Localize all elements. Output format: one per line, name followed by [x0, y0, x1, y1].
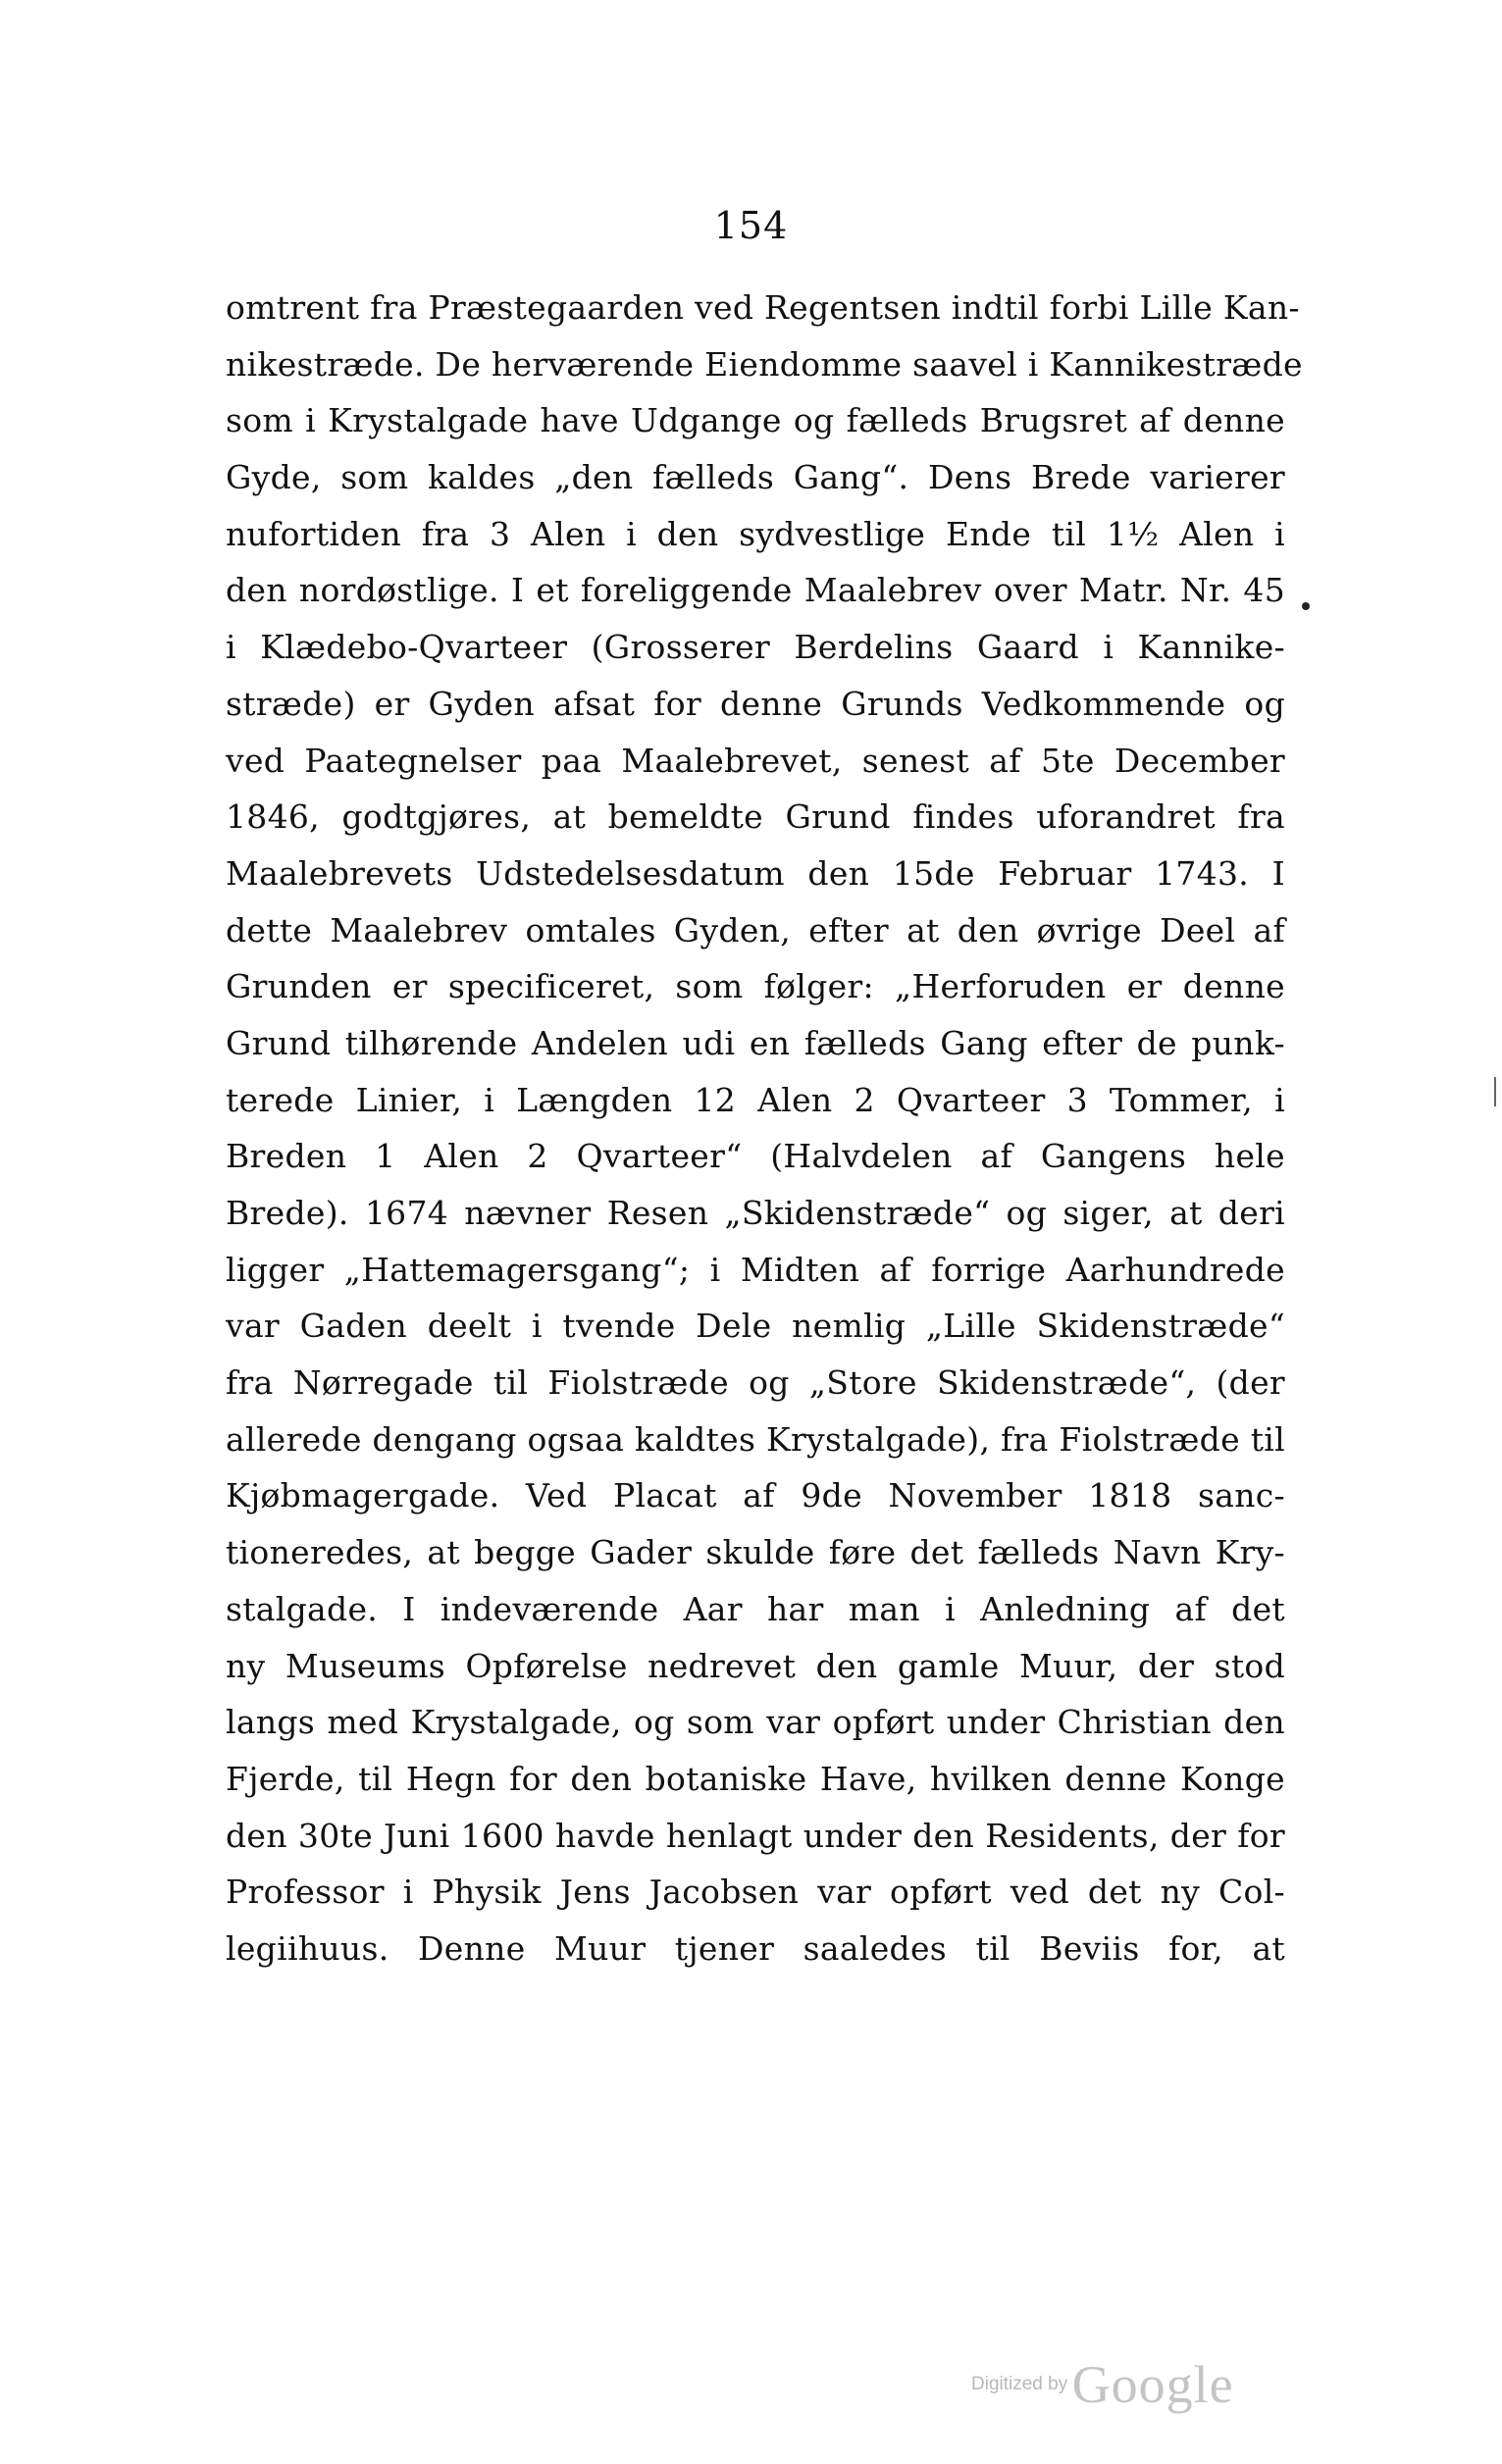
text-line: stræde) er Gyden afsat for denne Grunds Vedkommende og — [226, 684, 1285, 723]
text-line: nikestræde. De herværende Eiendomme saavel i Kannikestræde — [226, 344, 1303, 384]
body-text — [226, 280, 1303, 1977]
text-line: 1846, godtgjøres, at bemeldte Grund findes uforandret fra — [226, 797, 1285, 837]
text-line: Grunden er specificeret, som følger: „Herforuden er denne — [226, 967, 1285, 1006]
text-line: Gyde, som kaldes „den fælleds Gang“. Dens Brede varierer — [226, 458, 1285, 497]
text-line: Breden 1 Alen 2 Qvarteer“ (Halvdelen af Gangens hele — [226, 1137, 1285, 1176]
text-line: dette Maalebrev omtales Gyden, efter at den øvrige Deel af — [226, 910, 1285, 950]
text-line: tioneredes, at begge Gader skulde føre det fælleds Navn Kry- — [226, 1533, 1285, 1572]
text-line: langs med Krystalgade, og som var opført under Christian den — [226, 1703, 1285, 1742]
watermark-prefix: Digitized by — [971, 2374, 1068, 2394]
text-line: stalgade. I indeværende Aar har man i Anledning af det — [226, 1589, 1285, 1628]
text-line: ved Paategnelser paa Maalebrevet, senest af 5te December — [226, 741, 1285, 780]
text-line: Kjøbmagergade. Ved Placat af 9de November 1818 sanc- — [226, 1476, 1285, 1515]
text-line: den 30te Juni 1600 havde henlagt under den Residents, der for — [226, 1816, 1285, 1855]
text-line: Grund tilhørende Andelen udi en fælleds Gang efter de punk- — [226, 1023, 1285, 1062]
digitized-watermark — [971, 2354, 1234, 2415]
text-line: ligger „Hattemagersgang“; i Midten af forrige Aarhundrede — [226, 1250, 1285, 1289]
margin-ink-dot — [1302, 602, 1310, 610]
text-line: fra Nørregade til Fiolstræde og „Store Skidenstræde“, (der — [226, 1363, 1285, 1403]
text-line: Brede). 1674 nævner Resen „Skidenstræde“ og siger, at deri — [226, 1194, 1285, 1232]
text-line: ny Museums Opførelse nedrevet den gamle Muur, der stod — [226, 1646, 1285, 1685]
scan-edge-mark — [1494, 1077, 1496, 1106]
text-line: Professor i Physik Jens Jacobsen var opført ved det ny Col- — [226, 1873, 1285, 1912]
text-line: var Gaden deelt i tvende Dele nemlig „Lille Skidenstræde“ — [226, 1307, 1285, 1346]
text-line: den nordøstlige. I et foreliggende Maalebrev over Matr. Nr. 45 — [226, 571, 1285, 610]
watermark-brand: Google — [1071, 2355, 1234, 2414]
text-line: Maalebrevets Udstedelsesdatum den 15de Februar 1743. I — [226, 853, 1285, 893]
text-line: Fjerde, til Hegn for den botaniske Have, hvilken denne Konge — [226, 1759, 1285, 1798]
text-line: terede Linier, i Længden 12 Alen 2 Qvarteer 3 Tommer, i — [226, 1080, 1285, 1119]
page-number: 154 — [713, 204, 789, 247]
text-line: nufortiden fra 3 Alen i den sydvestlige Ende til 1½ Alen i — [226, 514, 1285, 553]
text-line: som i Krystalgade have Udgange og fælleds Brugsret af denne — [226, 401, 1285, 440]
text-line: allerede dengang ogsaa kaldtes Krystalgade), fra Fiolstræde til — [226, 1419, 1285, 1459]
text-line: omtrent fra Præstegaarden ved Regentsen indtil forbi Lille Kan- — [226, 288, 1300, 327]
text-line: legiihuus. Denne Muur tjener saaledes til Beviis for, at — [226, 1928, 1285, 1968]
text-line: i Klædebo-Qvarteer (Grosserer Berdelins Gaard i Kannike- — [226, 628, 1285, 667]
